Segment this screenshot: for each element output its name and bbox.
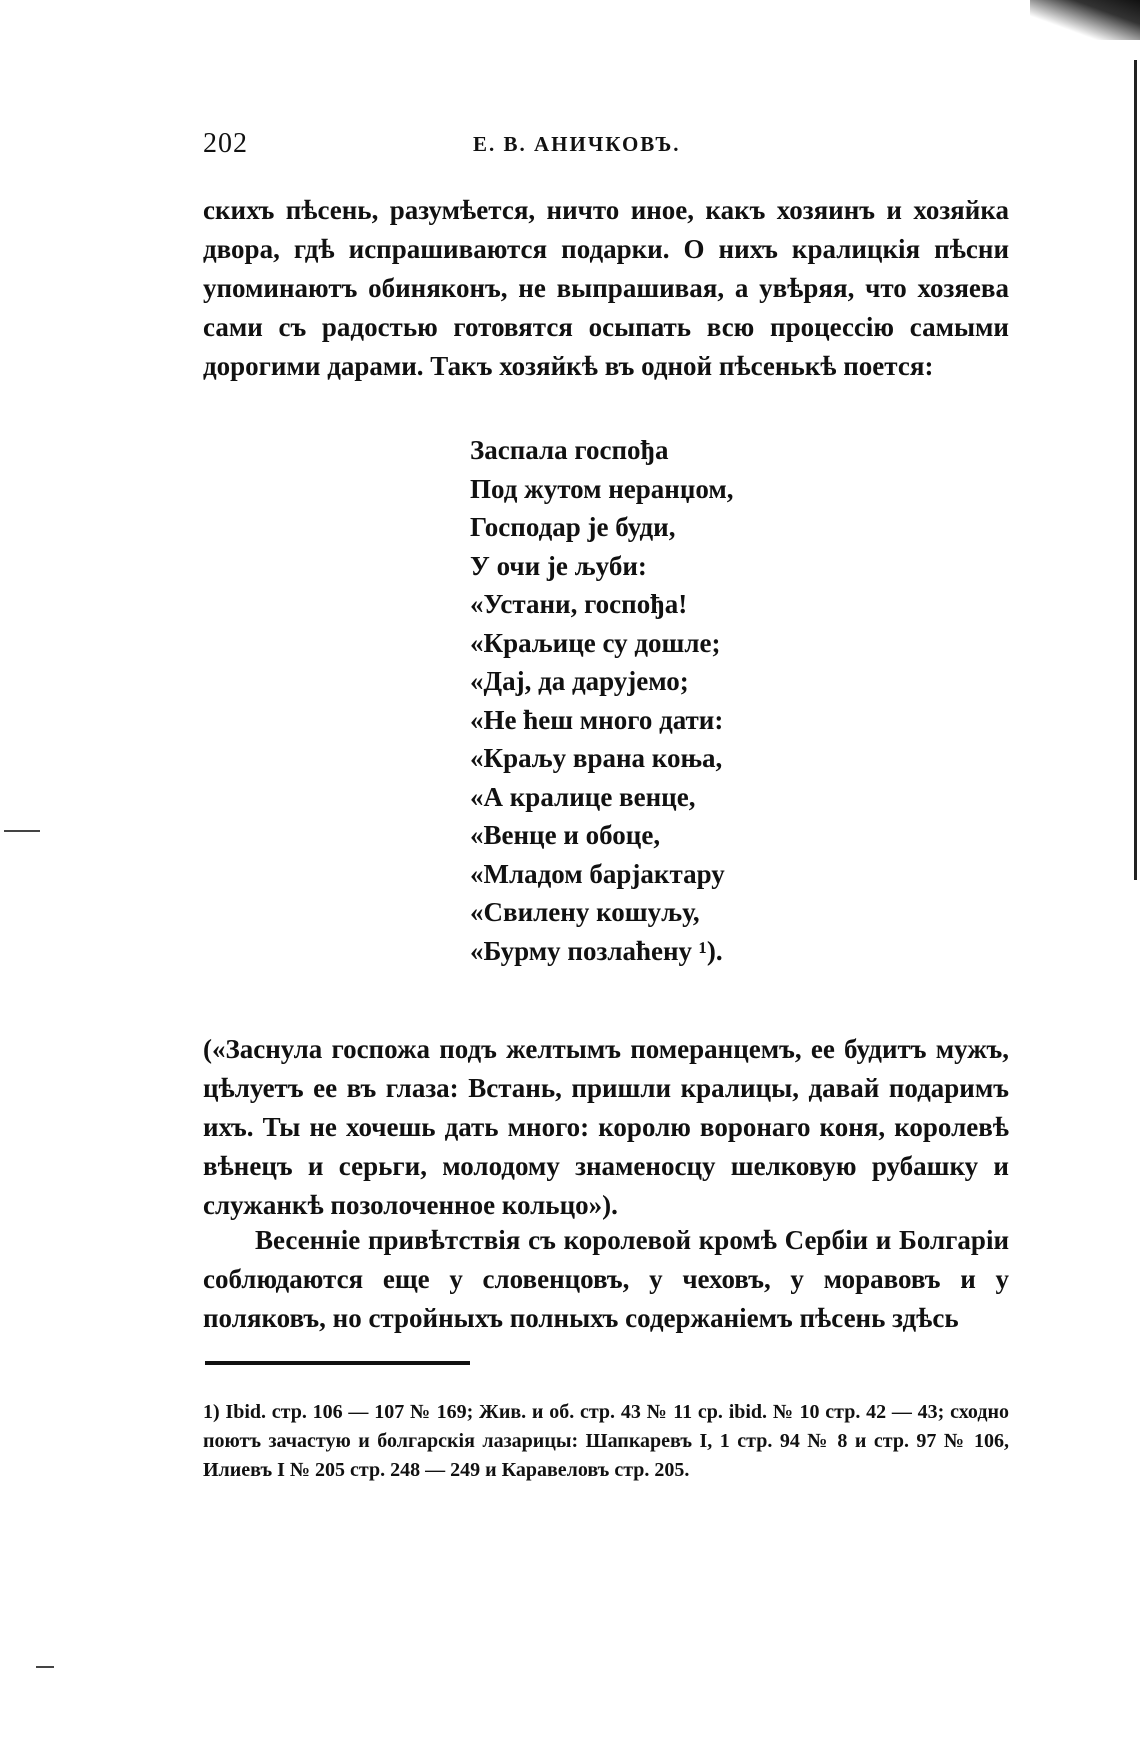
paragraph-intro: скихъ пѣсень, разумѣется, ничто иное, какъ хозяинъ и хозяйка двора, гдѣ испрашиваются подарки. О нихъ кралицкія пѣсни упоминаютъ обиняконъ, не выпрашивая, а увѣряя, что хозяева сами съ радостью готовятся осыпать всю процессію самыми дорогими дарами. Такъ хозяйкѣ въ одной пѣсенькѣ поется: bbox=[203, 195, 1009, 381]
scan-artifact-corner bbox=[1030, 0, 1140, 40]
poem-line: «Краљу врана коња, bbox=[470, 743, 723, 773]
poem-line: «Дај, да даруjемо; bbox=[470, 666, 689, 696]
scan-artifact-left-mark bbox=[4, 830, 40, 832]
poem-line: «А кралице венце, bbox=[470, 781, 696, 812]
poem-line: Господар је буди, bbox=[470, 512, 676, 542]
poem-stanza bbox=[470, 431, 734, 970]
poem-line: «Свилену кошуљу, bbox=[470, 897, 700, 927]
footnote-divider bbox=[205, 1361, 470, 1365]
poem-line: «Младом барјактару bbox=[470, 858, 725, 889]
poem-line: У очи је љуби: bbox=[470, 550, 647, 581]
running-title: Е. В. АНИЧКОВЪ. bbox=[473, 132, 681, 156]
page-number: 202 bbox=[203, 128, 248, 159]
scan-artifact-right-edge bbox=[1134, 60, 1137, 880]
footnote: 1) Ibid. стр. 106 — 107 № 169; Жив. и об. стр. 43 № 11 ср. ibid. № 10 стр. 42 — 43; сходно поютъ зачастую и болгарскія лазарицы: Шапкаревъ I, 1 стр. 94 № 8 и стр. 97 № 106, Илиевъ I № 205 стр. 248 — 249 и Каравеловъ стр. 205. bbox=[203, 1401, 1009, 1481]
paragraph-continuation: Весенніе привѣтствія съ королевой кромѣ Сербіи и Болгаріи соблюдаются еще у словенцовъ, у чеховъ, у моравовъ и у поляковъ, но стройныхъ полныхъ содержаніемъ пѣсень здѣсь bbox=[203, 1225, 1009, 1333]
poem-line: «Не ћеш много дати: bbox=[470, 704, 724, 735]
poem-line: «Венце и обоце, bbox=[470, 820, 661, 850]
running-head bbox=[203, 128, 1009, 162]
poem-line: «Краљице су дошле; bbox=[470, 627, 721, 658]
scan-artifact-left-mark-lower bbox=[36, 1666, 54, 1668]
poem-line: Под жутом неранџом, bbox=[470, 473, 734, 504]
poem-line: «Устани, госпођа! bbox=[470, 589, 688, 619]
poem-line: Заспала госпођа bbox=[470, 435, 669, 465]
poem-line: «Бурму позлаћену ¹). bbox=[470, 935, 723, 966]
paragraph-translation: («Заснула госпожа подъ желтымъ померанцемъ, ее будитъ мужъ, цѣлуетъ ее въ глаза: Встань, пришли кралицы, давай подаримъ ихъ. Ты не хочешь дать много: королю воронаго коня, королевѣ вѣнецъ и серьги, молодому знаменосцу шелковую рубашку и служанкѣ позолоченное кольцо»). bbox=[203, 1034, 1009, 1220]
